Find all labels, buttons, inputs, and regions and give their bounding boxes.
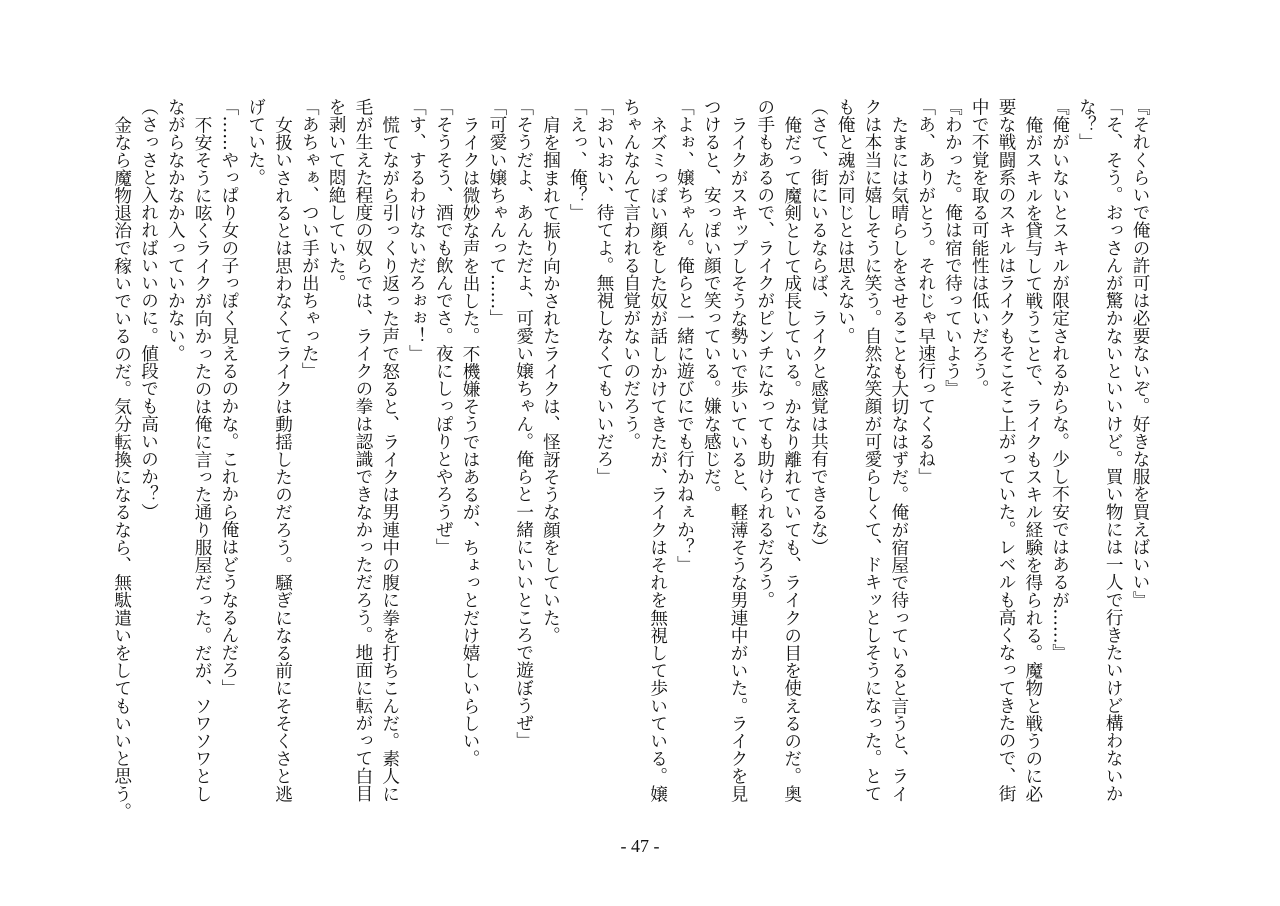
text-line: 慌てながら引っくり返った声で怒ると、ライクは男連中の腹に拳を打ちこんだ。素人に [379,115,400,802]
text-line: 『わかった。俺は宿で待っていよう』 [942,98,963,398]
text-line: 中で不覚を取る可能性は低いだろう。 [969,98,990,398]
text-line: 「あ、ありがとう。それじゃ早速行ってくるね」 [915,98,936,486]
text-line: （さて、街にいるならば、ライクと感覚は共有できるな） [808,98,829,556]
text-line: 「そ、そう。おっさんが驚かないといいけど。買い物には一人で行きたいけど構わないか [1103,98,1124,802]
body-text [107,98,1153,828]
text-line: つけると、安っぽい顔で笑っている。嫌な感じだ。 [701,98,722,503]
text-line: 「えっ、俺？」 [567,98,588,222]
text-line: 女扱いされるとは思わなくてライクは動揺したのだろう。騒ぎになる前にそそくさと逃 [272,115,293,802]
text-line: 「……やっぱり女の子っぽく見えるのかな。これから俺はどうなるんだろ」 [218,98,239,697]
text-line: 『それくらいで俺の許可は必要ないぞ。好きな服を買えばいい』 [1130,98,1150,609]
text-line: 不安そうに呟くライクが向かったのは俺に言った通り服屋だった。だが、ソワソワとし [192,115,213,802]
text-line: を剥いて悶絶していた。 [326,98,347,292]
text-line: 肩を掴まれて振り向かされたライクは、怪訝そうな顔をしていた。 [540,115,561,644]
text-line: クは本当に嬉しそうに笑う。自然な笑顔が可愛らしくて、ドキッとしそうになった。とて [862,98,883,802]
text-line: （さっさと入れればいいのに。値段でも高いのか？） [138,98,159,521]
text-line: ライクは微妙な声を出した。不機嫌そうではあるが、ちょっとだけ嬉しいらしい。 [460,115,481,767]
text-line: 毛が生えた程度の奴らでは、ライクの拳は認識できなかっただろう。地面に転がって白目 [352,98,373,802]
text-line: たまには気晴らしをさせることも大切なはずだ。俺が宿屋で待っていると言うと、ライ [888,115,909,802]
text-line: 「おいおい、待てよ。無視しなくてもいいだろ」 [594,98,615,486]
text-line: 要な戦闘系のスキルはライクもそこそこ上がっていた。レベルも高くなってきたので、街 [996,98,1017,802]
text-line: ながらなかなか入っていかない。 [165,98,186,362]
text-line: な？」 [1076,98,1097,151]
text-line: 「そうそう、酒でも飲んでさ。夜にしっぽりとやろうぜ」 [433,98,454,556]
text-line: 俺がスキルを貸与して戦うことで、ライクもスキル経験を得られる。魔物と戦うのに必 [1022,115,1043,802]
text-line: も俺と魂が同じとは思えない。 [835,98,856,345]
text-line: 「よぉ、嬢ちゃん。俺らと一緒に遊びにでも行かねぇか？」 [674,98,695,574]
text-line: の手もあるので、ライクがピンチになっても助けられるだろう。 [754,98,775,609]
text-line: 「す、するわけないだろぉぉ！」 [406,98,427,362]
page-number: - 47 - [620,836,660,856]
text-line: 「あちゃぁ、つい手が出ちゃった」 [299,98,320,380]
text-line: 俺だって魔剣として成長している。かなり離れていても、ライクの目を使えるのだ。奥 [781,115,802,802]
text-line: 「そうだよ、あんただよ、可愛い嬢ちゃん。俺らと一緒にいいところで遊ぼうぜ」 [513,98,534,750]
text-line: 「可愛い嬢ちゃんって……」 [486,98,507,327]
text-line: げていた。 [245,98,266,186]
text-line: 金なら魔物退治で稼いでいるのだ。気分転換になるなら、無駄遣いをしてもいいと思う。 [111,115,132,820]
text-line: ライクがスキップしそうな勢いで歩いていると、軽薄そうな男連中がいた。ライクを見 [728,115,749,802]
text-line: 『俺がいないとスキルが限定されるからな。少し不安ではあるが……』 [1049,98,1070,662]
text-line: ネズミっぽい顔をした奴が話しかけてきたが、ライクはそれを無視して歩いている。嬢 [647,115,668,802]
text-line: ちゃんなんて言われる自覚がないのだろう。 [620,98,641,450]
